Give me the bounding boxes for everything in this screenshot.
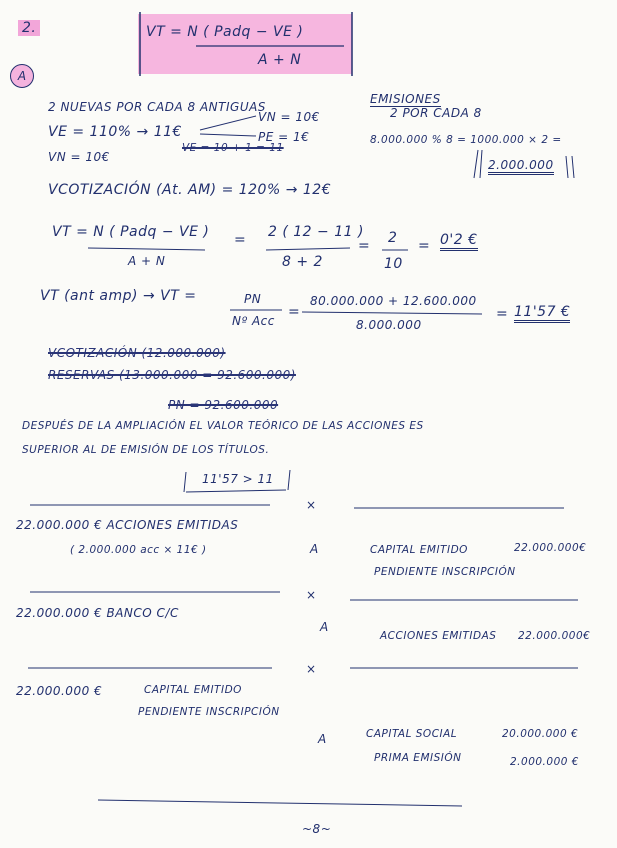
given-ratio: 2 NUEVAS POR CADA 8 ANTIGUAS [48,100,266,114]
struck-ve: VE = 10 + 1 = 11 [182,142,284,154]
emisiones-result: 2.000.000 [488,158,554,175]
entry3-credit-account: CAPITAL SOCIAL [366,728,458,740]
entry3-a: A [318,732,327,746]
calc1-equals-2: = [358,238,371,254]
emisiones-sub: 2 POR CADA 8 [390,106,482,120]
cotizacion-line: VCOTIZACIÓN (At. AM) = 120% → 12€ [48,182,332,198]
emisiones-title: EMISIONES [370,92,441,106]
calc1-equals-3: = [418,238,431,254]
given-vn: VN = 10€ [48,150,110,164]
entry3-credit-account-2: PRIMA EMISIÓN [374,752,462,764]
entry3-credit-amount: 20.000.000 € [502,728,579,740]
conclusion-boxed: 11'57 > 11 [202,472,274,486]
struck-line-2: RESERVAS (13.000.000 = 92.600.000) [48,368,296,382]
calc1-lhs-top: VT = N ( Padq − VE ) [52,224,210,240]
page-number: ~8~ [302,822,332,836]
entry3-debit-account: CAPITAL EMITIDO [144,684,242,696]
calc1-equals-1: = [234,232,247,248]
entry1-credit-account-2: PENDIENTE INSCRIPCIÓN [374,566,516,578]
formula-numerator: VT = N ( Padq − VE ) [146,24,304,40]
journal-sep-2: × [306,588,317,602]
calc2-equals: = [288,304,301,320]
struck-line-3: PN = 92.600.000 [168,398,279,412]
entry1-debit-note: ( 2.000.000 acc × 11€ ) [70,544,207,556]
calc2-pn-top: PN [244,292,262,306]
entry2-a: A [320,620,329,634]
calc2-equals-2: = [496,306,509,322]
entry1-credit-account: CAPITAL EMITIDO [370,544,468,556]
entry2-credit-amount: 22.000.000€ [518,630,591,642]
conclusion-line-1: DESPUÉS DE LA AMPLIACIÓN EL VALOR TEÓRICO DE LAS ACCIONES ES [22,420,424,432]
given-pe-arrow: PE = 1€ [258,130,310,144]
calc2-result: 11'57 € [514,304,570,323]
entry2-debit: 22.000.000 € BANCO C/C [16,606,179,620]
entry3-debit-account-2: PENDIENTE INSCRIPCIÓN [138,706,280,718]
calc2-lhs: VT (ant amp) → VT = [40,288,197,304]
calc1-eq1-top: 2 ( 12 − 11 ) [268,224,364,240]
calc1-lhs-bottom: A + N [128,254,166,268]
conclusion-line-2: SUPERIOR AL DE EMISIÓN DE LOS TÍTULOS. [22,444,270,456]
formula-denominator: A + N [258,52,302,68]
given-ve: VE = 110% → 11€ [48,124,182,140]
calc1-eq2-bottom: 10 [384,256,403,272]
journal-sep-3: × [306,662,317,676]
entry3-debit: 22.000.000 € [16,684,103,698]
calc2-denominator: 8.000.000 [356,318,422,332]
given-vn-arrow: VN = 10€ [258,110,320,124]
entry1-credit-amount: 22.000.000€ [514,542,587,554]
calc2-numerator: 80.000.000 + 12.600.000 [310,294,477,308]
entry3-credit-amount-2: 2.000.000 € [510,756,579,768]
struck-line-1: VCOTIZACIÓN (12.000.000) [48,346,226,360]
entry1-a: A [310,542,319,556]
emisiones-calc: 8.000.000 % 8 = 1000.000 × 2 = [370,134,562,146]
calc1-result: 0'2 € [440,232,478,251]
problem-number: 2. [18,20,40,36]
calc2-pn-bottom: Nº Acc [232,314,275,328]
entry1-debit: 22.000.000 € ACCIONES EMITIDAS [16,518,239,532]
calc1-eq1-bottom: 8 + 2 [282,254,323,270]
entry2-credit-account: ACCIONES EMITIDAS [380,630,497,642]
journal-sep-1: × [306,498,317,512]
calc1-eq2-top: 2 [388,230,398,246]
section-marker: A [10,64,34,88]
